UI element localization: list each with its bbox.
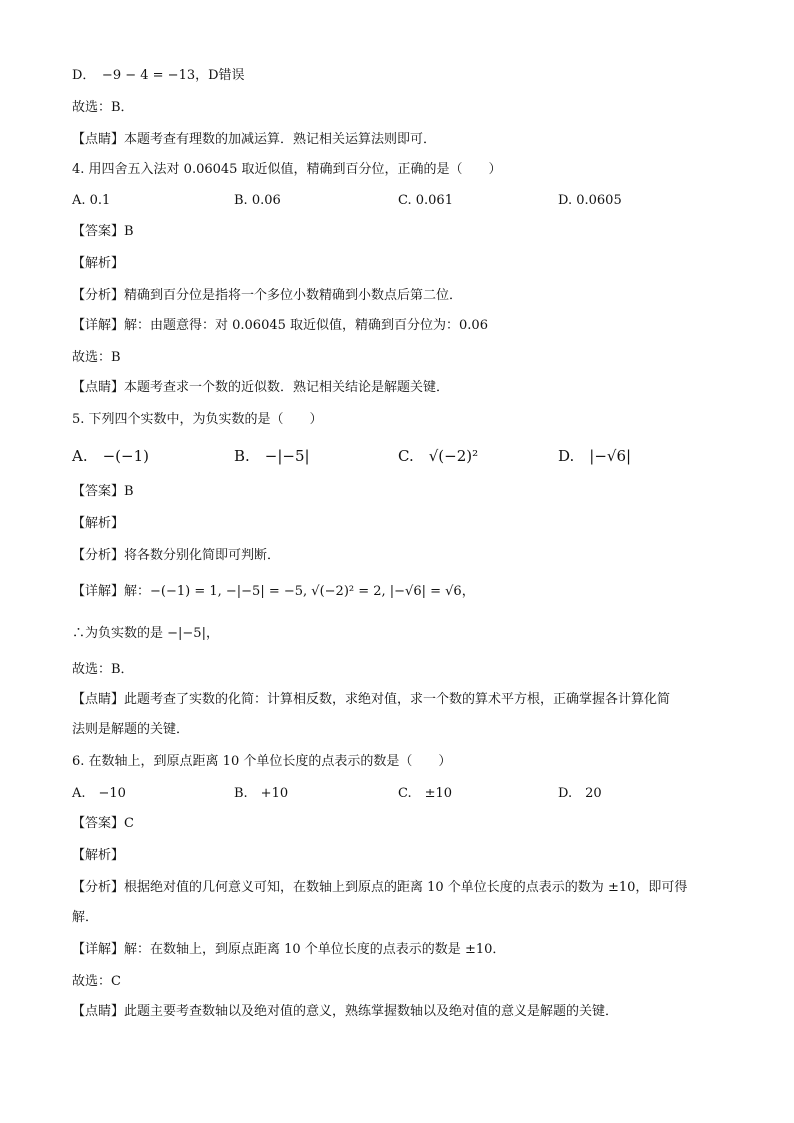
analysis-text: 【分析】根据绝对值的几何意义可知，在数轴上到原点的距离 10 个单位长度的点表示的数为 ±10，即可得 xyxy=(72,880,688,895)
option-b: B. 0.06 xyxy=(234,193,281,208)
comment-line: 【点睛】本题考查求一个数的近似数．熟记相关结论是解题关键． xyxy=(72,380,450,395)
option-b: B. −|−5| xyxy=(234,447,310,465)
question-4-options xyxy=(72,189,732,213)
question-4: 4. 用四舍五入法对 0.06045 取近似值，精确到百分位，正确的是（ ） xyxy=(72,162,502,177)
comment-line: 【点睛】此题考查了实数的化简：计算相反数，求绝对值，求一个数的算术平方根，正确掌握各计算化简 xyxy=(72,692,671,707)
detail-text: 【详解】解：−(−1) = 1, −|−5| = −5, √(−2)² = 2, |−√6| = √6， xyxy=(72,584,475,599)
option-c: C. 0.061 xyxy=(398,193,453,208)
analysis-label: 【解析】 xyxy=(72,256,125,271)
analysis-label: 【解析】 xyxy=(72,848,125,863)
option-c: C. √(−2)² xyxy=(398,447,479,465)
question-6-options xyxy=(72,782,732,806)
analysis-label: 【解析】 xyxy=(72,516,125,531)
analysis-text-cont: 解． xyxy=(72,910,99,925)
analysis-text: 【分析】将各数分别化简即可判断． xyxy=(72,548,281,563)
choice-line: 故选：B xyxy=(72,350,121,365)
answer-label: 【答案】B xyxy=(72,224,134,239)
choice-line: 故选：B． xyxy=(72,100,134,115)
comment-line: 【点睛】本题考查有理数的加减运算．熟记相关运算法则即可． xyxy=(72,132,437,147)
question-5: 5. 下列四个实数中，为负实数的是（ ） xyxy=(72,412,323,427)
option-c: C. ±10 xyxy=(398,786,453,801)
option-a: A. −10 xyxy=(72,786,126,801)
analysis-text: 【分析】精确到百分位是指将一个多位小数精确到小数点后第二位． xyxy=(72,288,463,303)
detail-text: 【详解】解：在数轴上，到原点距离 10 个单位长度的点表示的数是 ±10． xyxy=(72,942,506,957)
detail-text: 【详解】解：由题意得：对 0.06045 取近似值，精确到百分位为：0.06 xyxy=(72,318,488,333)
option-a: A. −(−1) xyxy=(72,447,149,465)
conclusion-text: ∴为负实数的是 −|−5|， xyxy=(72,626,219,641)
choice-line: 故选：C xyxy=(72,974,121,989)
answer-label: 【答案】B xyxy=(72,484,134,499)
choice-line: 故选：B． xyxy=(72,662,134,677)
answer-label: 【答案】C xyxy=(72,816,134,831)
option-d-line: D． −9 − 4 = −13，D错误 xyxy=(72,68,245,83)
comment-line: 【点睛】此题主要考查数轴以及绝对值的意义，熟练掌握数轴以及绝对值的意义是解题的关键． xyxy=(72,1004,619,1019)
option-d: D. |−√6| xyxy=(558,447,632,465)
option-d: D. 0.0605 xyxy=(558,193,622,208)
option-a: A. 0.1 xyxy=(72,193,111,208)
option-b: B. +10 xyxy=(234,786,289,801)
question-5-options xyxy=(72,444,732,468)
question-6: 6. 在数轴上，到原点距离 10 个单位长度的点表示的数是（ ） xyxy=(72,754,452,769)
option-d: D. 20 xyxy=(558,786,602,801)
comment-line-cont: 法则是解题的关键． xyxy=(72,722,190,737)
